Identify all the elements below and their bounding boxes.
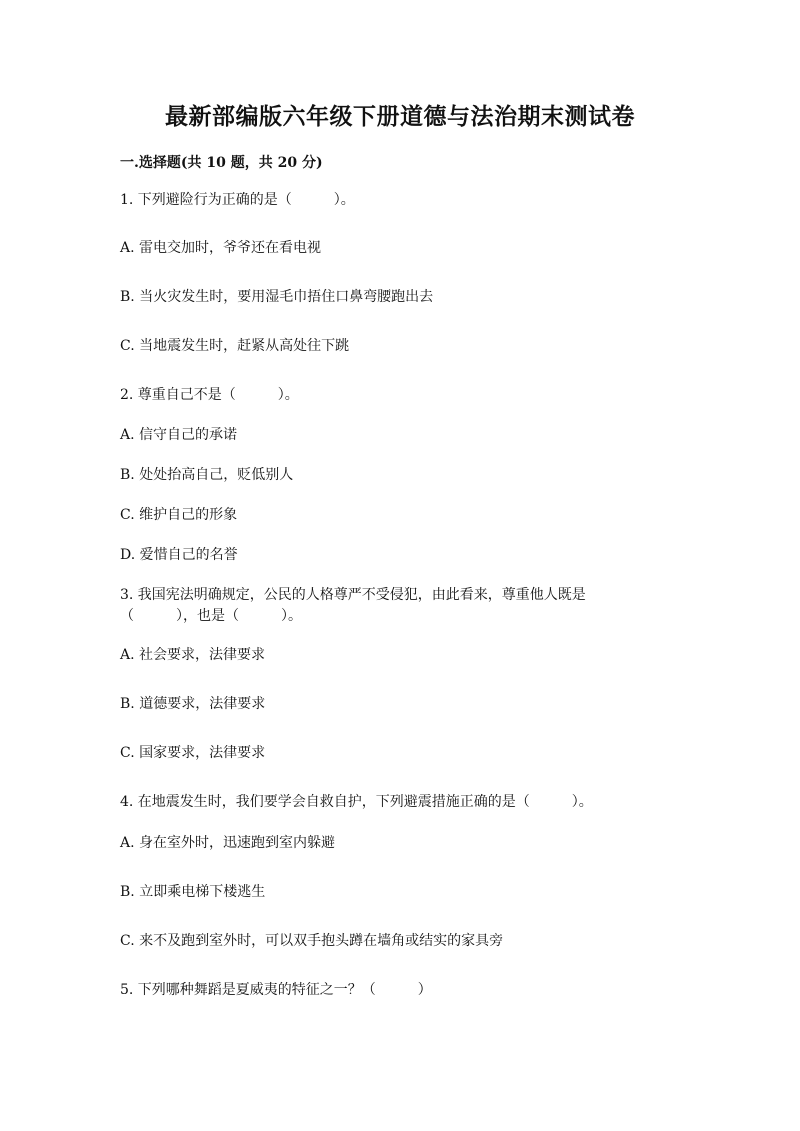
- question-1-option-c: C. 当地震发生时，赶紧从高处往下跳: [120, 338, 350, 354]
- question-4-option-a: A. 身在室外时，迅速跑到室内躲避: [120, 835, 336, 851]
- question-4-option-b: B. 立即乘电梯下楼逃生: [120, 884, 266, 900]
- question-2-option-b: B. 处处抬高自己，贬低别人: [120, 467, 294, 483]
- question-3-stem-line-2: （ ），也是（ ）。: [120, 608, 302, 624]
- question-3-option-b: B. 道德要求，法律要求: [120, 696, 266, 712]
- section-heading: 一.选择题(共 10 题，共 20 分): [120, 155, 323, 171]
- question-4-stem: 4. 在地震发生时，我们要学会自救自护，下列避震措施正确的是（ ）。: [120, 794, 593, 810]
- question-1-stem: 1. 下列避险行为正确的是（ ）。: [120, 192, 355, 208]
- question-2-option-c: C. 维护自己的形象: [120, 507, 238, 523]
- page-title: 最新部编版六年级下册道德与法治期末测试卷: [165, 103, 635, 130]
- question-5-stem: 5. 下列哪种舞蹈是夏威夷的特征之一？（ ）: [120, 982, 432, 998]
- question-3-stem-line-1: 3. 我国宪法明确规定，公民的人格尊严不受侵犯，由此看来，尊重他人既是: [120, 587, 586, 603]
- question-3-option-a: A. 社会要求，法律要求: [120, 647, 266, 663]
- question-2-option-a: A. 信守自己的承诺: [120, 427, 238, 443]
- question-1-option-b: B. 当火灾发生时，要用湿毛巾捂住口鼻弯腰跑出去: [120, 289, 434, 305]
- question-1-option-a: A. 雷电交加时，爷爷还在看电视: [120, 240, 322, 256]
- question-4-option-c: C. 来不及跑到室外时，可以双手抱头蹲在墙角或结实的家具旁: [120, 933, 504, 949]
- question-2-option-d: D. 爱惜自己的名誉: [120, 547, 238, 563]
- question-2-stem: 2. 尊重自己不是（ ）。: [120, 387, 299, 403]
- question-3-option-c: C. 国家要求，法律要求: [120, 745, 266, 761]
